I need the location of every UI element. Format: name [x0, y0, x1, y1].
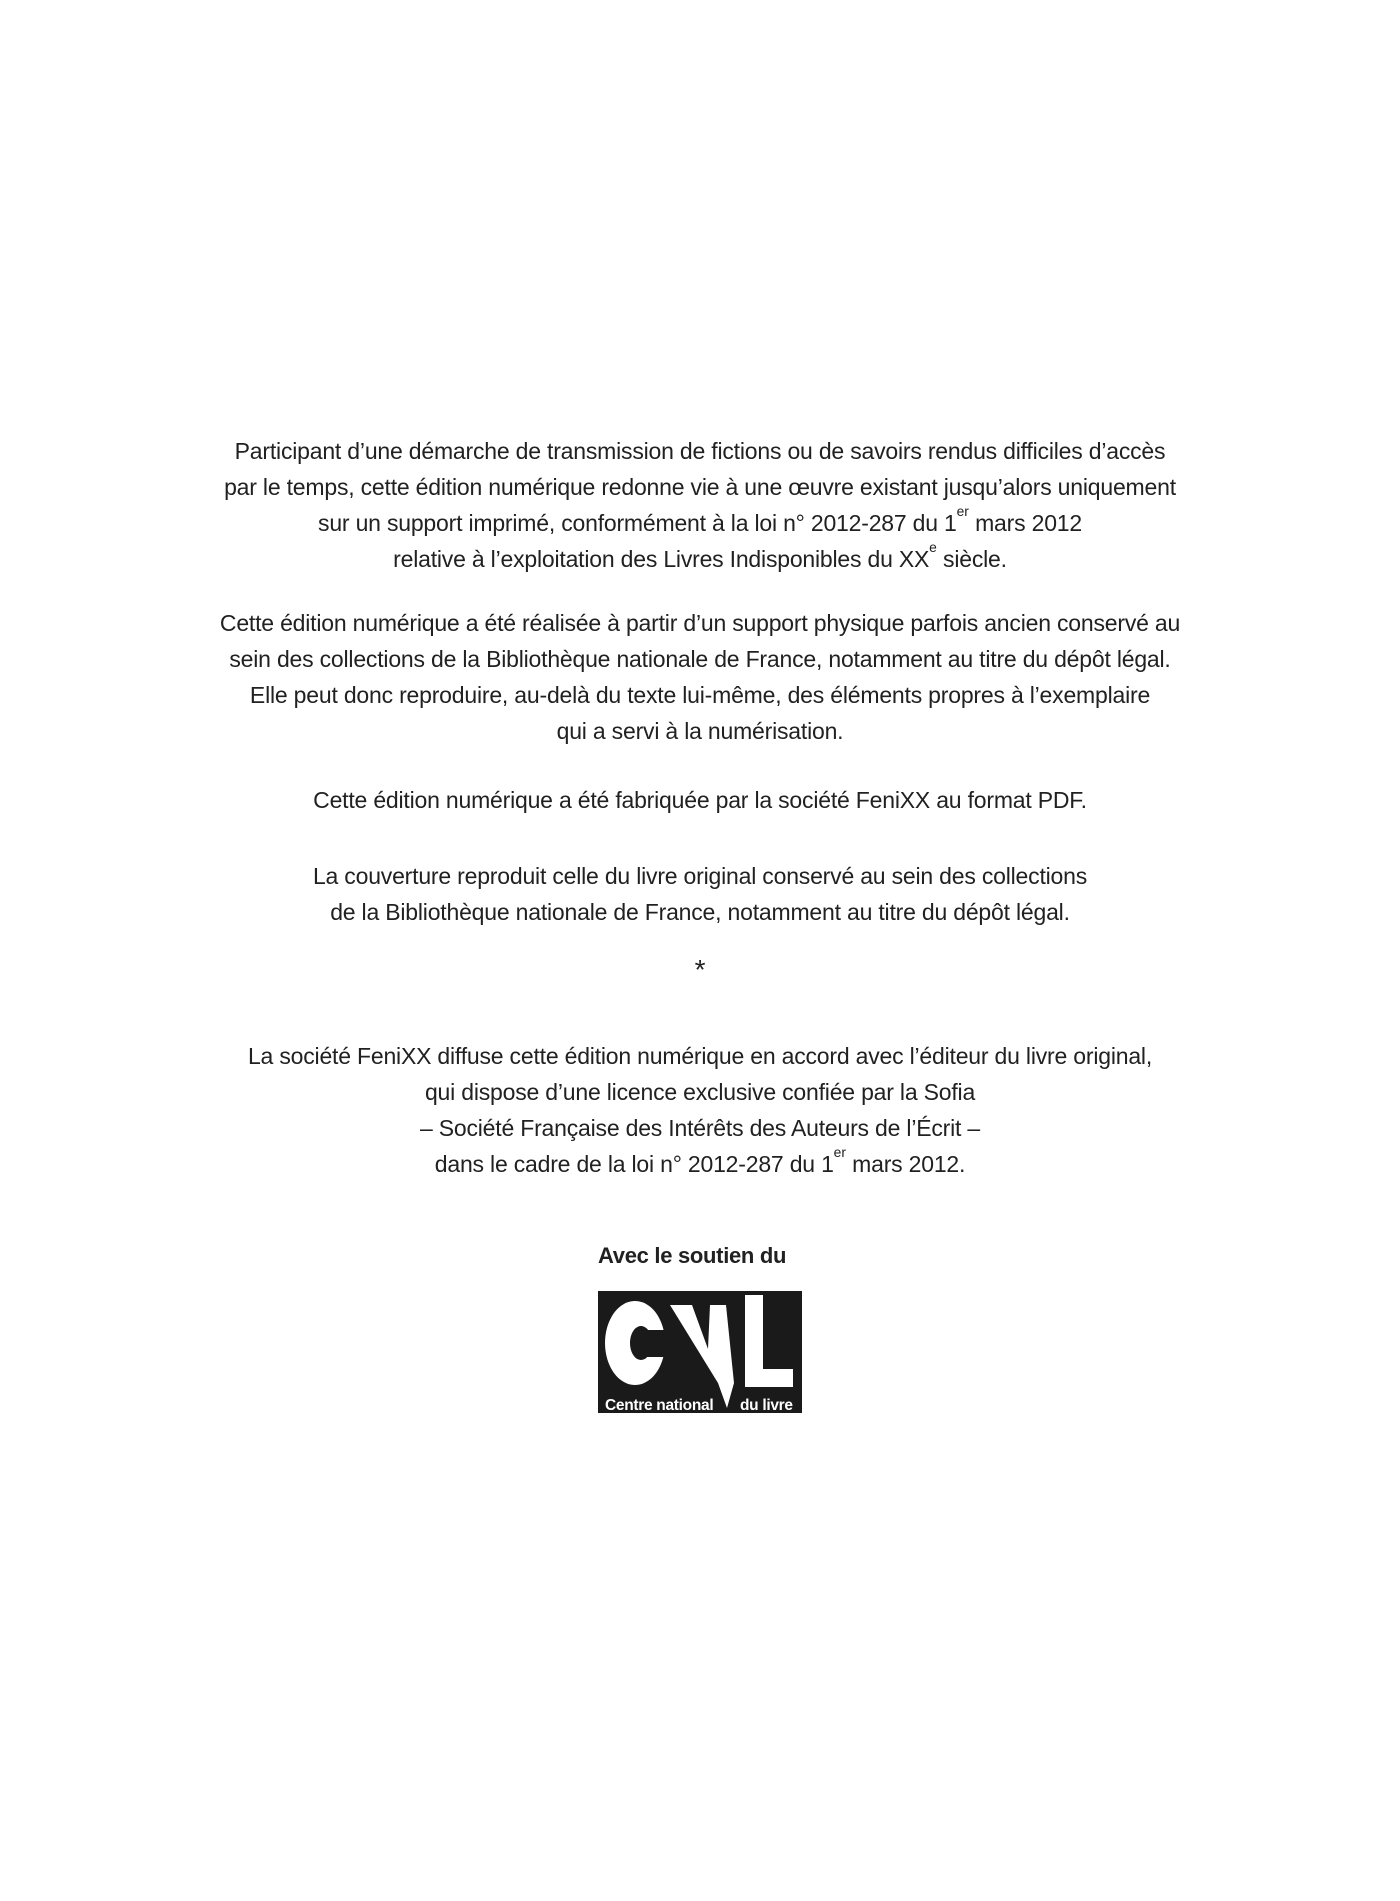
- text-line: – Société Française des Intérêts des Auteurs de l’Écrit –: [419, 1115, 981, 1141]
- text-line: Elle peut donc reproduire, au-delà du texte lui-même, des éléments propres à l’exemplaire: [249, 682, 1151, 708]
- legal-notice-paragraph: [120, 433, 1280, 577]
- text-line: sur un support imprimé, conformément à la loi n° 2012-287 du 1er mars 2012: [318, 504, 1082, 536]
- text-line: sein des collections de la Bibliothèque nationale de France, notamment au titre du dépôt légal.: [229, 646, 1171, 672]
- cover-note-paragraph: [120, 858, 1280, 930]
- text-line: par le temps, cette édition numérique redonne vie à une œuvre existant jusqu’alors uniquement: [224, 474, 1176, 500]
- text-line: La société FeniXX diffuse cette édition numérique en accord avec l’éditeur du livre original,: [247, 1043, 1153, 1069]
- text-line: qui a servi à la numérisation.: [556, 718, 844, 744]
- text-line: relative à l’exploitation des Livres Indisponibles du XXe siècle.: [393, 540, 1007, 572]
- asterisk-separator: *: [694, 954, 706, 985]
- text-line: dans le cadre de la loi n° 2012-287 du 1er mars 2012.: [434, 1145, 966, 1177]
- cnl-logo: [598, 1291, 802, 1413]
- fabrication-note-paragraph: [120, 782, 1280, 818]
- cnl-label-left: Centre national: [605, 1397, 714, 1413]
- source-note-paragraph: [120, 605, 1280, 749]
- text-line: de la Bibliothèque nationale de France, notamment au titre du dépôt légal.: [330, 899, 1070, 925]
- text-line: Participant d’une démarche de transmission de fictions ou de savoirs rendus difficiles d’accès: [234, 438, 1166, 464]
- text-line: qui dispose d’une licence exclusive confiée par la Sofia: [424, 1079, 976, 1105]
- text-line: Cette édition numérique a été fabriquée par la société FeniXX au format PDF.: [313, 787, 1087, 813]
- distribution-note-paragraph: [120, 1038, 1280, 1182]
- cnl-letter-c-aperture: [646, 1330, 670, 1357]
- text-line: La couverture reproduit celle du livre original conservé au sein des collections: [312, 863, 1088, 889]
- text-line: Cette édition numérique a été réalisée à partir d’un support physique parfois ancien conservé au: [219, 610, 1181, 636]
- support-caption: Avec le soutien du: [598, 1243, 787, 1268]
- cnl-label-right: du livre: [740, 1397, 793, 1413]
